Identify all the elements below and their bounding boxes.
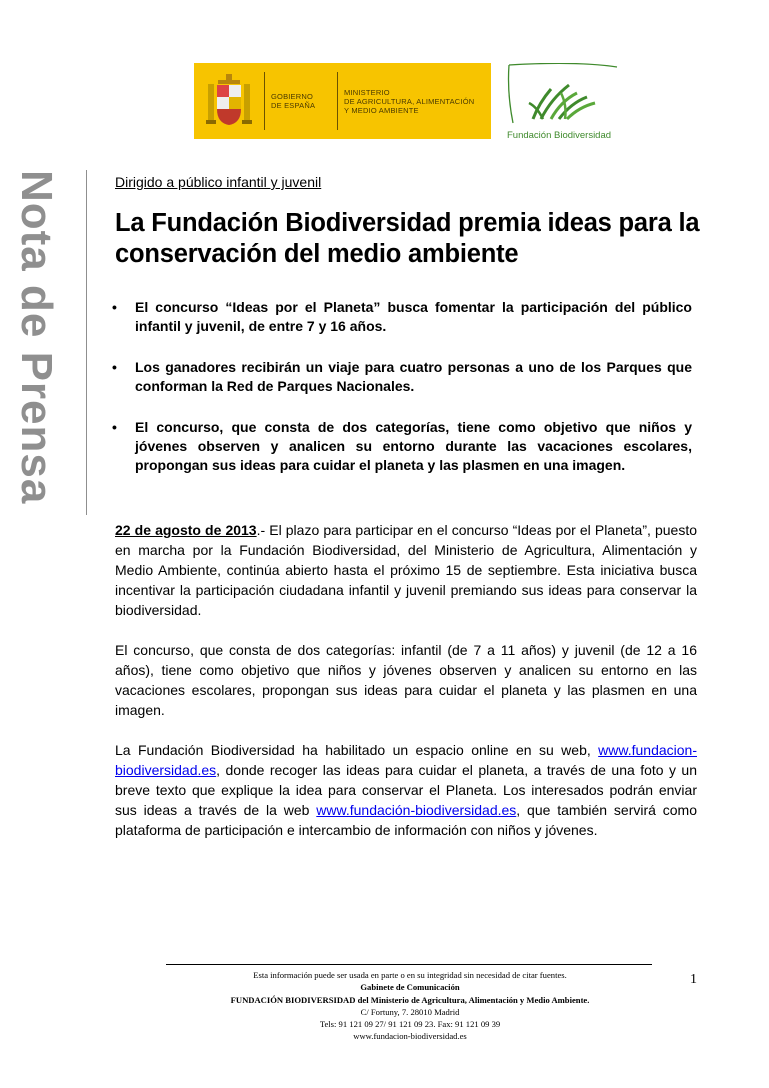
website-link[interactable]: www.fundacion-biodiversidad.es: [115, 742, 697, 778]
side-rule: [86, 170, 87, 515]
list-item: [112, 418, 692, 475]
bullet-text: Los ganadores recibirán un viaje para cuatro personas a uno de los Parques que conforman la Red de Parques Nacionales.: [135, 359, 692, 394]
logo-divider: [337, 72, 338, 130]
footer-divider: [166, 964, 652, 965]
press-title: La Fundación Biodiversidad premia ideas para la conservación del medio ambiente: [115, 209, 700, 268]
bullet-icon: •: [112, 419, 117, 435]
footer-organization: FUNDACIÓN BIODIVERSIDAD del Ministerio de Agricultura, Alimentación y Medio Ambiente.: [230, 994, 590, 1005]
audience-line: Dirigido a público infantil y juvenil: [115, 174, 322, 190]
footer-phones: Tels: 91 121 09 27/ 91 121 09 23. Fax: 91 121 09 39: [319, 1019, 501, 1030]
bullet-icon: •: [112, 359, 117, 375]
footer-website: www.fundacion-biodiversidad.es: [353, 1031, 467, 1042]
bullet-text: El concurso, que consta de dos categorías, tiene como objetivo que niños y jóvenes observen y analicen su entorno durante las vacaciones escolares, propongan sus ideas para cuidar el planeta y las plasmen en una imagen.: [135, 419, 692, 473]
bullet-text: El concurso “Ideas por el Planeta” busca fomentar la participación del público infantil y juvenil, de entre 7 y 16 años.: [135, 299, 692, 334]
press-body: [115, 520, 697, 860]
footer-address: C/ Fortuny, 7. 28010 Madrid: [360, 1006, 460, 1017]
footer-disclaimer: Esta información puede ser usada en parte o en su integridad sin necesidad de citar fuentes.: [253, 970, 567, 980]
side-label-text: Nota de Prensa: [12, 170, 61, 505]
gobierno-ministerio-logo: [194, 63, 491, 139]
paragraph-text: , donde recoger las ideas para cuidar el planeta, a través de una foto y un breve texto que explique la idea para conservar el Planeta. Los interesados podrán enviar sus ideas a través de la web: [115, 762, 697, 818]
grass-icon: [507, 63, 629, 125]
paragraph-text: , que también servirá como plataforma de participación e intercambio de información con niños y jóvenes.: [115, 802, 698, 838]
footer: [150, 969, 670, 1043]
release-date: 22 de agosto de 2013: [115, 522, 257, 538]
footer-department: Gabinete de Comunicación: [360, 982, 460, 993]
list-item: [112, 358, 692, 396]
nota-de-prensa-label: [12, 170, 91, 515]
website-link[interactable]: www.fundación-biodiversidad.es: [316, 802, 517, 818]
paragraph-text: La Fundación Biodiversidad ha habilitado un espacio online en su web,: [115, 742, 599, 758]
paragraph-2: El concurso, que consta de dos categorías: infantil (de 7 a 11 años) y juvenil (de 12 a 16 años), tiene como objetivo que niños y jóvenes observen y analicen su entorno en las vacaciones escolares, propongan sus ideas para cuidar el planeta y las plasmen en una imagen.: [115, 642, 697, 718]
fundacion-name: Fundación Biodiversidad: [507, 130, 612, 141]
paragraph-3: [115, 740, 697, 840]
list-item: [112, 298, 692, 336]
logo-divider: [264, 72, 265, 130]
paragraph-1: [115, 520, 697, 620]
page-number: 1: [690, 972, 697, 987]
coat-of-arms-icon: [194, 63, 264, 139]
paragraph-text: .- El plazo para participar en el concurso “Ideas por el Planeta”, puesto en marcha por la Fundación Biodiversidad, del Ministerio de Agricultura, Alimentación y Medio Ambiente, continúa abierto hasta el próximo 15 de septiembre. Esta iniciativa busca incentivar la participación ciudadana infantil y juvenil premiando sus ideas para conservar la biodiversidad.: [115, 522, 697, 618]
gobierno-text: GOBIERNO DE ESPAÑA: [271, 92, 316, 110]
ministerio-text: MINISTERIO DE AGRICULTURA, ALIMENTACIÓN Y MEDIO AMBIENTE: [344, 87, 475, 115]
bullet-icon: •: [112, 299, 117, 315]
fundacion-biodiversidad-logo: [507, 63, 629, 141]
highlights-list: [112, 298, 692, 497]
